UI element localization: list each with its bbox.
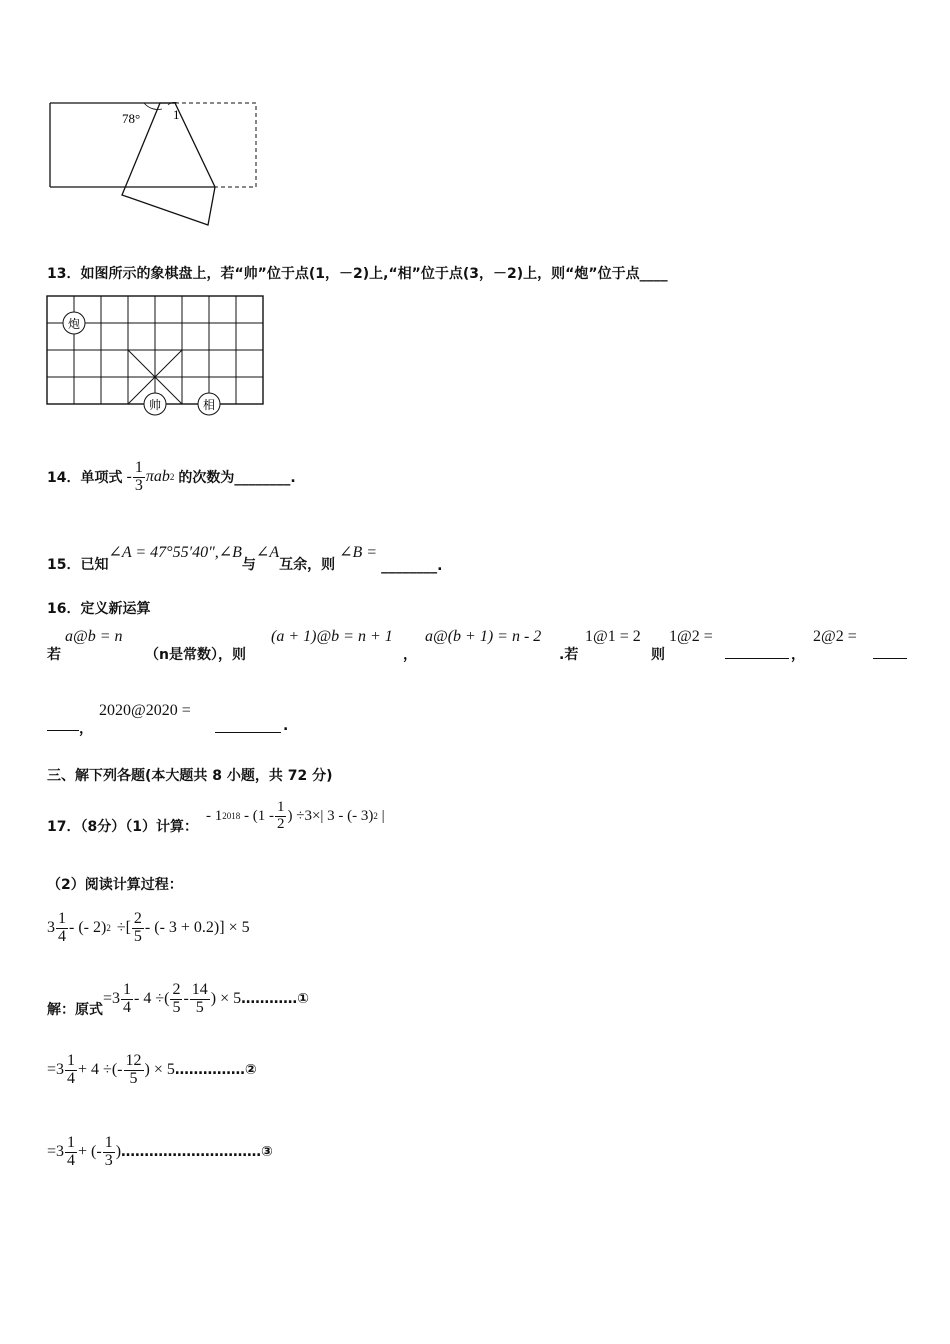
question-16-line2 (47, 702, 447, 738)
l1-d2: 5 (172, 998, 181, 1016)
l0-d2: 5 (133, 927, 142, 945)
l2-dots: ……………② (174, 1062, 257, 1078)
l1-d3: 5 (195, 998, 204, 1016)
l1-pre: =3 (103, 990, 121, 1007)
l1-frac1 (121, 982, 133, 1017)
l1-d1: 4 (123, 998, 132, 1016)
l2-pre: =3 (47, 1061, 65, 1078)
q14-minus: - (126, 468, 132, 485)
piece-xiang-label: 相 (202, 398, 216, 412)
l3-expr (47, 1135, 121, 1170)
q16-comma3: ， (79, 721, 93, 737)
l3-frac2 (103, 1135, 115, 1170)
dashed-original-corner (175, 103, 256, 187)
fold-rectangle-figure (40, 95, 270, 235)
question-14 (47, 455, 296, 499)
l2-n2: 12 (125, 1051, 142, 1069)
q17-expr-a: - 1 (205, 807, 223, 824)
q16-ask2: 2@2 = (813, 628, 857, 645)
q17-expr-c: ) ÷3×| 3 - (- 3) (287, 807, 374, 824)
l2-frac2 (124, 1053, 144, 1088)
q17-fraction (275, 800, 287, 833)
piece-pao (63, 312, 85, 334)
l2-d2: 5 (129, 1069, 138, 1087)
q16-blank2-cont[interactable] (47, 718, 79, 731)
q15-mid2: 互余，则 (279, 557, 336, 573)
q14-exp: 2 (169, 472, 175, 482)
question-13-text: 13．如图所示的象棋盘上，若“帅”位于点(1，－2)上,“相”位于点(3，－2)上，则“炮”位于点____ (47, 266, 668, 282)
section-3-title: 三、解下列各题(本大题共 8 小题，共 72 分) (47, 768, 333, 784)
l3-d1: 4 (67, 1151, 76, 1169)
l0-n2: 2 (133, 909, 142, 927)
q17-expr-line0 (47, 906, 250, 950)
q14-fraction (133, 460, 145, 495)
q16-note: （n是常数），则 (145, 647, 246, 663)
q15-expr: ∠A = 47°55′40″,∠B (108, 544, 242, 561)
l0-frac2 (132, 911, 144, 946)
q14-num: 1 (134, 458, 143, 476)
q14-monomial (126, 460, 174, 495)
l2-t2: ) × 5 (144, 1061, 175, 1078)
l1-frac3 (190, 982, 210, 1017)
q17-f-den: 2 (276, 815, 285, 832)
q17-exp-a: 2018 (222, 811, 241, 821)
l2-t1: + 4 ÷(- (78, 1061, 123, 1078)
l3-frac1 (65, 1135, 77, 1170)
piece-xiang (198, 393, 220, 415)
l0-d1: 4 (58, 927, 66, 945)
q17-expr-d: | (377, 807, 385, 824)
board-grid (47, 296, 263, 404)
l2-d1: 4 (67, 1069, 76, 1087)
q17-exp-c: 2 (373, 811, 378, 821)
chess-board-figure (40, 290, 270, 420)
q17-solution-line1 (47, 977, 309, 1021)
l0-t2: ÷[ (116, 919, 131, 936)
q16-def: a@b = n (65, 628, 123, 645)
l2-n1: 1 (67, 1051, 76, 1069)
q17-f-num: 1 (276, 798, 285, 815)
q16-rule1: (a + 1)@b = n + 1 (271, 628, 393, 645)
l3-n1: 1 (67, 1133, 76, 1151)
q14-prefix: 14．单项式 (47, 470, 123, 486)
l1-t3: ) × 5 (210, 990, 242, 1007)
q17-expr-b: - (1 - (240, 807, 274, 824)
l2-frac1 (65, 1053, 77, 1088)
q16-ask1: 1@2 = (669, 628, 713, 645)
l0-n1: 1 (58, 909, 66, 927)
l1-n3: 14 (191, 980, 208, 998)
q16-rule2: a@(b + 1) = n - 2 (425, 628, 542, 645)
q15-expr2: ∠B = (339, 544, 378, 561)
q14-suffix: 的次数为________. (178, 470, 296, 486)
l0-exp: 2 (106, 923, 111, 933)
l0-frac1 (56, 911, 68, 946)
piece-shuai-label: 帅 (148, 398, 162, 412)
l3-n2: 1 (104, 1133, 113, 1151)
l2-expr (47, 1053, 175, 1088)
question-15 (47, 538, 442, 574)
q17-expression (206, 800, 385, 833)
l1-n2: 2 (172, 980, 181, 998)
l3-dots: …………………………③ (121, 1144, 273, 1160)
q14-den: 3 (134, 476, 143, 494)
q16-blank2[interactable] (873, 646, 907, 659)
l3-d2: 3 (104, 1151, 113, 1169)
q14-body: πab (145, 468, 170, 485)
q15-angle-a: ∠A (255, 544, 280, 561)
l0-t3: - (- 3 + 0.2)] × 5 (144, 919, 250, 936)
q16-ze: 则 (651, 647, 665, 663)
l1-dots: …………① (241, 991, 310, 1007)
piece-shuai (144, 393, 166, 415)
question-16-line1 (47, 628, 917, 668)
q16-blank3[interactable] (215, 720, 281, 733)
q16-ask3: 2020@2020 = (99, 702, 191, 719)
q15-prefix: 15．已知 (47, 557, 109, 573)
q16-ruo2: .若 (559, 647, 579, 663)
q16-blank1[interactable] (725, 646, 789, 659)
l1-label: 解：原式 (47, 1002, 103, 1018)
l1-expr (103, 982, 241, 1017)
l3-t1: + (- (78, 1143, 102, 1160)
q15-mid: 与 (241, 557, 256, 573)
q16-ruo: 若 (47, 647, 61, 663)
l1-frac2 (170, 982, 182, 1017)
angle-1-label: 1 (173, 107, 180, 122)
q16-comma2: ， (791, 647, 805, 663)
l0-whole: 3 (47, 919, 55, 936)
question-17-part1 (47, 792, 385, 840)
l1-n1: 1 (123, 980, 132, 998)
q16-given: 1@1 = 2 (585, 628, 641, 645)
q17-label: 17．（8分）（1）计算： (47, 819, 198, 835)
angle-78-label: 78° (122, 111, 141, 126)
q16-comma: ， (403, 647, 417, 663)
l3-t2: ) (115, 1143, 122, 1160)
l1-t1: - 4 ÷( (134, 990, 170, 1007)
l0-t1: - (- 2) (69, 919, 107, 936)
l3-pre: =3 (47, 1143, 65, 1160)
q15-suffix: ________. (381, 558, 443, 574)
q16-end: . (283, 718, 289, 734)
question-16-title: 16．定义新运算 (47, 601, 151, 617)
q17-part2-title: （2）阅读计算过程： (47, 877, 183, 893)
l1-t2: - (183, 990, 189, 1007)
q17-solution-line3 (47, 1130, 273, 1174)
q17-solution-line2 (47, 1048, 257, 1092)
piece-pao-label: 炮 (67, 317, 81, 331)
